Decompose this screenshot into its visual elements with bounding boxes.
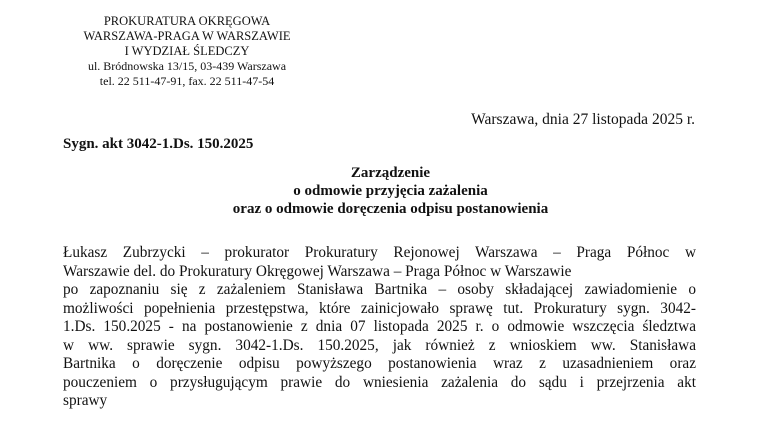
letterhead-address: ul. Bródnowska 13/15, 03-439 Warszawa <box>87 59 287 73</box>
body-line: w ww. sprawie sygn. 3042-1.Ds. 150.2025, jak również z wnioskiem ww. Stanisława <box>63 336 696 354</box>
body-line: Bartnika o doręczenie odpisu powyższego postanowienia wraz z uzasadnieniem oraz <box>63 355 696 372</box>
body-line: Warszawie del. do Prokuratury Okręgowej Warszawa – Praga Północ w Warszawie <box>63 262 572 280</box>
case-signature: Sygn. akt 3042-1.Ds. 150.2025 <box>63 136 254 152</box>
title-line-3: oraz o odmowie doręczenia odpisu postanowienia <box>232 201 549 217</box>
document-body <box>63 244 696 411</box>
body-line: sprawy <box>63 392 108 409</box>
title-line-1: Zarządzenie <box>350 165 431 181</box>
body-line: Łukasz Zubrzycki – prokurator Prokuratury Rejonowej Warszawa – Praga Północ w <box>63 244 696 261</box>
body-line: 1.Ds. 150.2025 - na postanowienie z dnia 07 listopada 2025 r. o odmowie wszczęcia śledztwa <box>63 318 696 335</box>
letterhead-office: PROKURATURA OKRĘGOWA <box>103 14 271 28</box>
document-title <box>0 164 781 218</box>
letterhead-department: I WYDZIAŁ ŚLEDCZY <box>124 44 250 58</box>
body-line: pouczeniem o przysługującym prawie do wniesienia zażalenia do sądu i przejrzenia akt <box>63 373 696 391</box>
letterhead-phone: tel. 22 511-47-91, fax. 22 511-47-54 <box>99 74 275 88</box>
letterhead <box>62 14 312 89</box>
body-line: po zapoznaniu się z zażaleniem Stanisława Bartnika – osoby składającej zawiadomienie o <box>63 281 696 298</box>
body-line: możliwości popełnienia przestępstwa, które zainicjowało sprawę tut. Prokuratury sygn. 3042- <box>63 299 696 317</box>
letterhead-city: WARSZAWA-PRAGA W WARSZAWIE <box>83 29 291 43</box>
title-line-2: o odmowie przyjęcia zażalenia <box>293 183 488 199</box>
document-date: Warszawa, dnia 27 listopada 2025 r. <box>471 111 695 128</box>
